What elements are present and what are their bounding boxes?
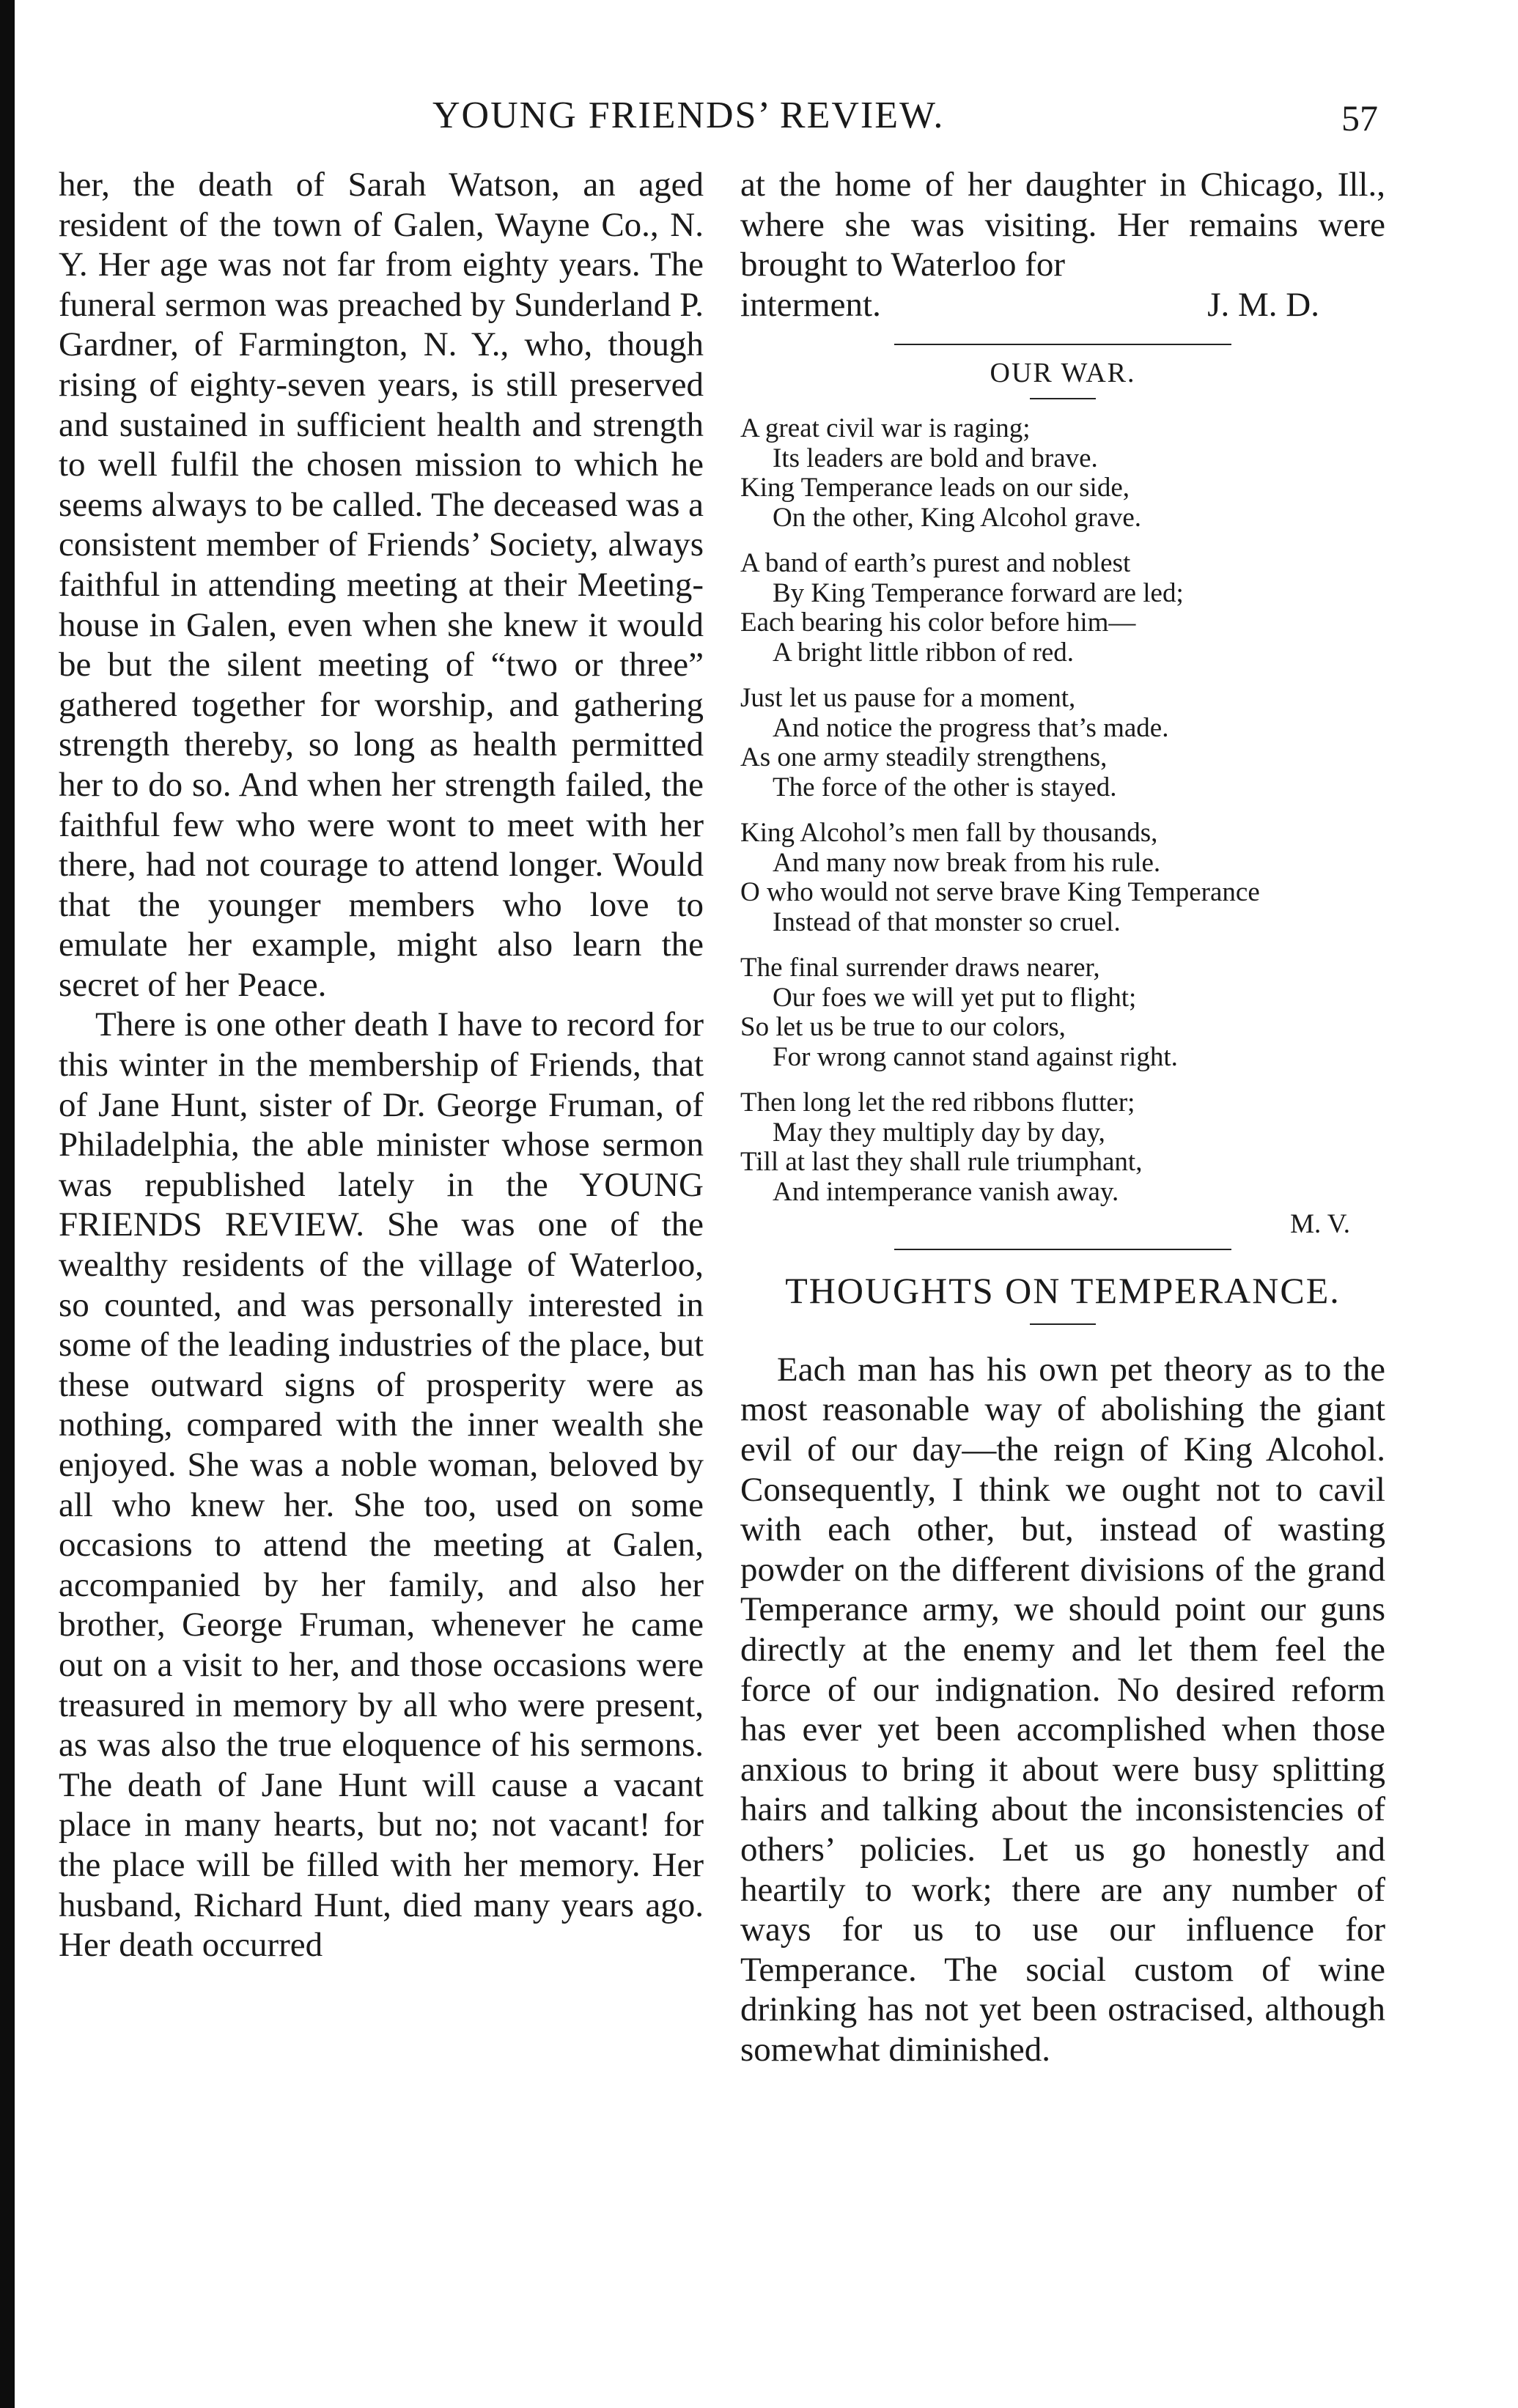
poem-line: The final surrender draws nearer, [740, 953, 1100, 983]
poem-line: Till at last they shall rule triumphant, [740, 1147, 1143, 1178]
page-number: 57 [1341, 97, 1378, 139]
poem-line: Instead of that monster so cruel. [773, 906, 1121, 937]
article-title: THOUGHTS ON TEMPERANCE. [785, 1269, 1341, 1311]
poem-line: On the other, King Alcohol grave. [773, 502, 1142, 533]
poem-line: For wrong cannot stand against right. [773, 1041, 1178, 1072]
poem-line: Each bearing his color before him— [740, 607, 1136, 638]
poem-line: O who would not serve brave King Temperance [740, 877, 1260, 908]
left-column [59, 165, 704, 1965]
poem-stanza [740, 1088, 1385, 1207]
poem-line: Its leaders are bold and brave. [773, 443, 1098, 473]
article-paragraph: Each man has his own pet theory as to the most reasonable way of abolishing the giant evil of our day—the reign of King Alcohol. Consequently, I think we ought not to cavil with each other, but, instead of wasting powder on the different divisions of the grand Temperance army, we should point our guns directly at the enemy and let them feel the force of our indignation. No desired reform has ever yet been accomplished when those anxious to bring it about were busy splitting hairs and talking about the inconsistencies of others’ policies. Let us go honestly and heartily to work; there are any number of ways for us to use our influence for Temperance. The social custom of wine drinking has not yet been ostracised, although somewhat diminished. [740, 1350, 1385, 2069]
binding-edge [0, 0, 15, 2408]
obituary-paragraph-watson: her, the death of Sarah Watson, an aged resident of the town of Galen, Wayne Co., N. Y. Her age was not far from eighty years. The funeral sermon was preached by Sunderland P. Gardner, of Farmington, N. Y., who, though rising of eighty-seven years, is still preserved and sustained in sufficient health and strength to well fulfil the chosen mission to which he seems always to be called. The deceased was a consistent member of Friends’ Society, always faithful in attending meeting at their Meeting-house in Galen, even when she knew it would be but the silent meeting of “two or three” gathered together for worship, and gathering strength thereby, so long as health permitted her to do so. And when her strength failed, the faithful few who were wont to meet with her there, had not courage to attend longer. Would that the younger members who love to emulate her example, might also learn the secret of her Peace. [59, 166, 704, 1004]
obituary-last-word: interment. [740, 285, 881, 324]
poem-line: And intemperance vanish away. [773, 1176, 1119, 1207]
running-title: YOUNG FRIENDS’ REVIEW. [432, 95, 945, 136]
poem-line: And many now break from his rule. [773, 847, 1161, 878]
poem-line: By King Temperance forward are led; [773, 577, 1184, 608]
poem-line: Then long let the red ribbons flutter; [740, 1087, 1135, 1118]
poem-stanza [740, 549, 1385, 668]
poem-stanza [740, 684, 1385, 802]
poem-stanza [740, 414, 1385, 533]
poem-line: As one army steadily strengthens, [740, 742, 1108, 773]
poem-line: A band of earth’s purest and noblest [740, 548, 1131, 579]
poem-stanza [740, 953, 1385, 1072]
poem-line: May they multiply day by day, [773, 1117, 1105, 1148]
obituary-paragraph-hunt: There is one other death I have to record for this winter in the membership of Friends, that of Jane Hunt, sister of Dr. George Fruman, of Philadelphia, the able minister whose sermon was republished lately in the YOUNG FRIENDS REVIEW. She was one of the wealthy residents of the village of Waterloo, so counted, and was personally interested in some of the leading industries of the place, but these outward signs of prosperity were as nothing, compared with the inner wealth she enjoyed. She was a noble woman, beloved by all who knew her. She too, used on some occasions to attend the meeting at Galen, accompanied by her family, and also her brother, George Fruman, whenever he came out on a visit to her, and those occasions were treasured in memory by all who were present, as was also the true eloquence of his sermons. The death of Jane Hunt will cause a vacant place in many hearts, but no; not vacant! for the place will be filled with her memory. Her husband, Richard Hunt, died many years ago. Her death occurred [59, 1005, 704, 1965]
poem-line: Our foes we will yet put to flight; [773, 982, 1137, 1013]
poem-line: King Temperance leads on our side, [740, 473, 1130, 503]
obituary-continuation: at the home of her daughter in Chicago, Ill., where she was visiting. Her remains were brought to Waterloo for [740, 166, 1385, 284]
right-column [740, 165, 1385, 2070]
poem-line: A great civil war is raging; [740, 413, 1031, 444]
poem-line: Just let us pause for a moment, [740, 683, 1076, 714]
poem-line: So let us be true to our colors, [740, 1012, 1066, 1043]
obituary-signature-line [740, 285, 1385, 325]
poem-line: A bright little ribbon of red. [773, 637, 1075, 668]
poem-title: OUR WAR. [990, 358, 1136, 389]
obituary-signature: J. M. D. [1207, 285, 1319, 324]
article-body [740, 1350, 1385, 2070]
poem-line: The force of the other is stayed. [773, 772, 1117, 802]
page-header [59, 94, 1378, 152]
poem-line: King Alcohol’s men fall by thousands, [740, 818, 1158, 849]
poem-stanza [740, 819, 1385, 937]
poem-line: And notice the progress that’s made. [773, 712, 1169, 743]
poem-author: M. V. [1290, 1209, 1350, 1240]
poem [740, 414, 1385, 1240]
